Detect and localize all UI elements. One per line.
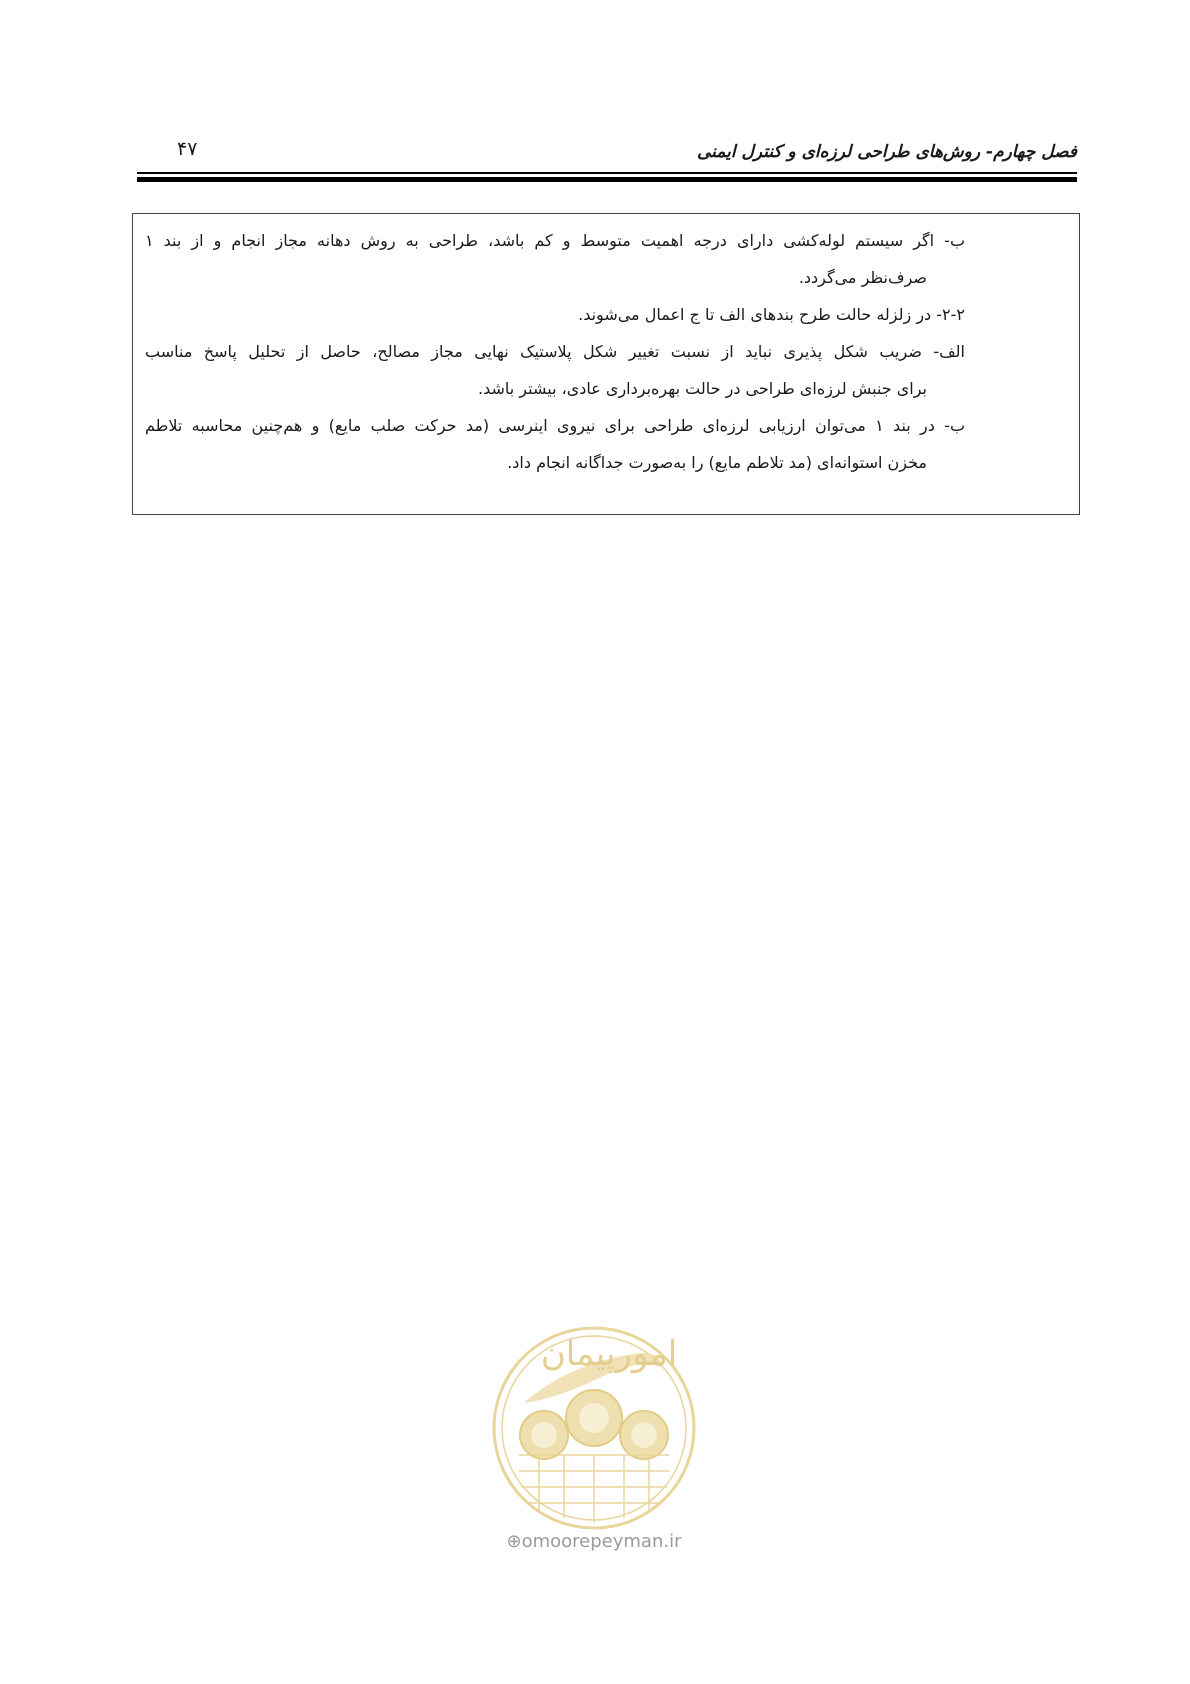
clause-2-2-line: ۲-۲- در زلزله حالت طرح بندهای الف تا ج اعمال می‌شوند.: [578, 305, 965, 324]
chapter-title: فصل چهارم- روش‌های طراحی لرزه‌ای و کنترل ایمنی: [696, 142, 1077, 162]
watermark-logo-text: امورپیمان: [540, 1334, 678, 1374]
content-box: [132, 213, 1080, 515]
header-rule-thin: [137, 172, 1077, 174]
clause-alef-line-1: الف- ضریب شکل پذیری نباید از نسبت تغییر شکل پلاستیک نهایی مجاز مصالح، حاصل از تحلیل پاسخ مناسب: [145, 342, 965, 361]
header-rule-thick: [137, 177, 1077, 182]
watermark-site: ⊕omoorepeyman.ir: [506, 1531, 682, 1552]
clause-b-line-1: ب- اگر سیستم لوله‌کشی دارای درجه اهمیت متوسط و کم باشد، طراحی به روش دهانه مجاز انجام و از بند ۱: [145, 231, 965, 250]
watermark-logo: [489, 1323, 699, 1533]
clause-alef-line-2: برای جنبش لرزه‌ای طراحی در حالت بهره‌برداری عادی، بیشتر باشد.: [478, 379, 927, 398]
clause-b2-line-1: ب- در بند ۱ می‌توان ارزیابی لرزه‌ای طراحی برای نیروی اینرسی (مد حرکت صلب مایع) و هم‌چنین محاسبه تلاطم: [145, 416, 966, 435]
clause-b2-line-2: مخزن استوانه‌ای (مد تلاطم مایع) را به‌صورت جداگانه انجام داد.: [507, 453, 927, 472]
clause-b-line-2: صرف‌نظر می‌گردد.: [798, 268, 927, 287]
page-number: ۴۷: [177, 138, 198, 160]
globe-icon: ⊕: [506, 1531, 522, 1552]
